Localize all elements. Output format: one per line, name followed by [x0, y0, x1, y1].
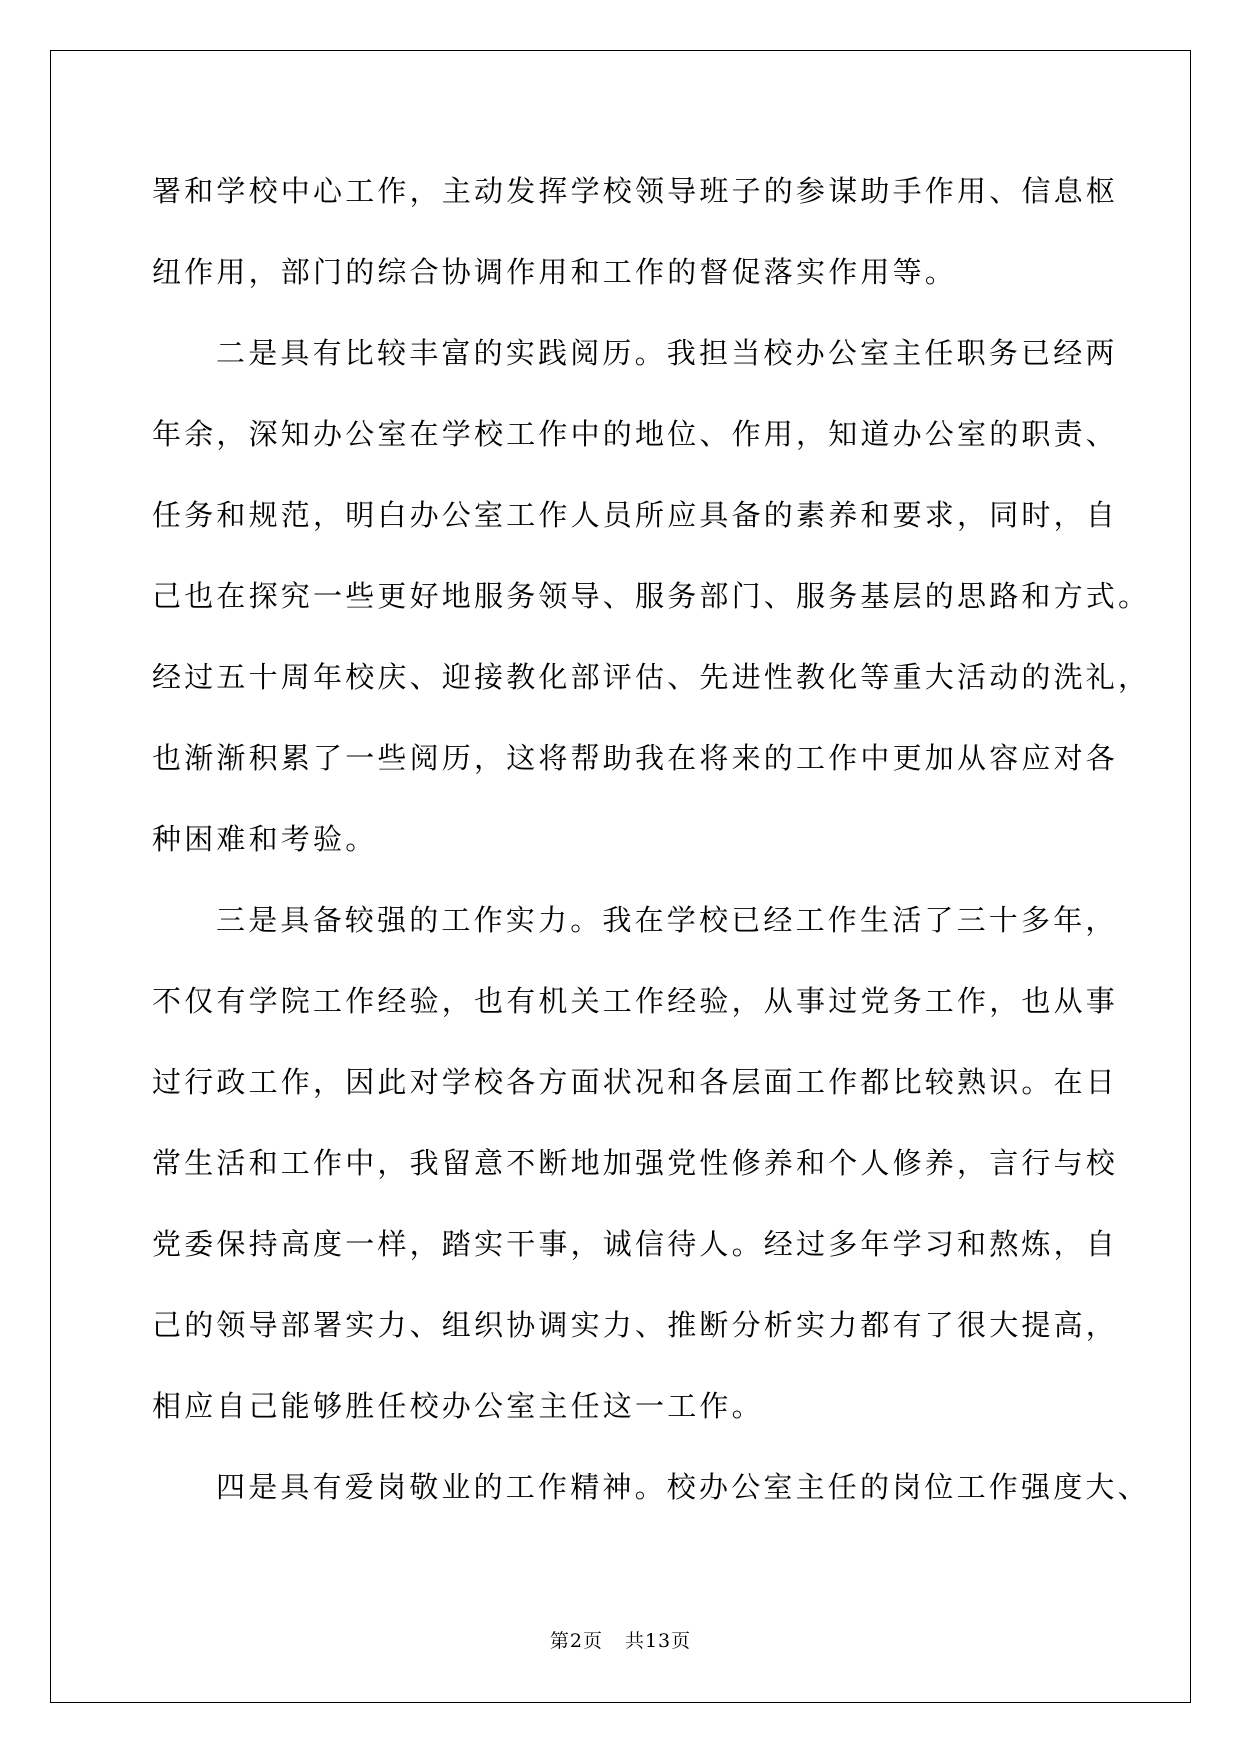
text-line: 过行政工作，因此对学校各方面状况和各层面工作都比较熟识。在日: [152, 1065, 1119, 1099]
page-footer: [0, 1626, 1241, 1653]
text-line: 常生活和工作中，我留意不断地加强党性修养和个人修养，言行与校: [152, 1146, 1119, 1180]
text-line: 署和学校中心工作，主动发挥学校领导班子的参谋助手作用、信息枢: [152, 174, 1119, 208]
text-line: 三是具备较强的工作实力。我在学校已经工作生活了三十多年，: [216, 903, 1118, 937]
text-line: 纽作用，部门的综合协调作用和工作的督促落实作用等。: [152, 255, 958, 289]
text-line: 不仅有学院工作经验，也有机关工作经验，从事过党务工作，也从事: [152, 984, 1119, 1018]
text-line: 经过五十周年校庆、迎接教化部评估、先进性教化等重大活动的洗礼，: [152, 660, 1151, 694]
text-line: 己也在探究一些更好地服务领导、服务部门、服务基层的思路和方式。: [152, 579, 1151, 613]
page-total: 共13页: [624, 1630, 692, 1652]
text-line: 己的领导部署实力、组织协调实力、推断分析实力都有了很大提高，: [152, 1308, 1119, 1342]
document-body: [152, 161, 1151, 1538]
text-line: 相应自己能够胜任校办公室主任这一工作。: [152, 1389, 764, 1423]
text-line: 四是具有爱岗敬业的工作精神。校办公室主任的岗位工作强度大、: [216, 1470, 1150, 1504]
text-line: 年余，深知办公室在学校工作中的地位、作用，知道办公室的职责、: [152, 417, 1119, 451]
text-line: 二是具有比较丰富的实践阅历。我担当校办公室主任职务已经两: [216, 336, 1118, 370]
page-number: 第2页: [549, 1630, 603, 1652]
text-line: 也渐渐积累了一些阅历，这将帮助我在将来的工作中更加从容应对各: [152, 741, 1119, 775]
text-line: 种困难和考验。: [152, 822, 378, 856]
text-line: 任务和规范，明白办公室工作人员所应具备的素养和要求，同时，自: [152, 498, 1119, 532]
text-line: 党委保持高度一样，踏实干事，诚信待人。经过多年学习和熬炼，自: [152, 1227, 1119, 1261]
